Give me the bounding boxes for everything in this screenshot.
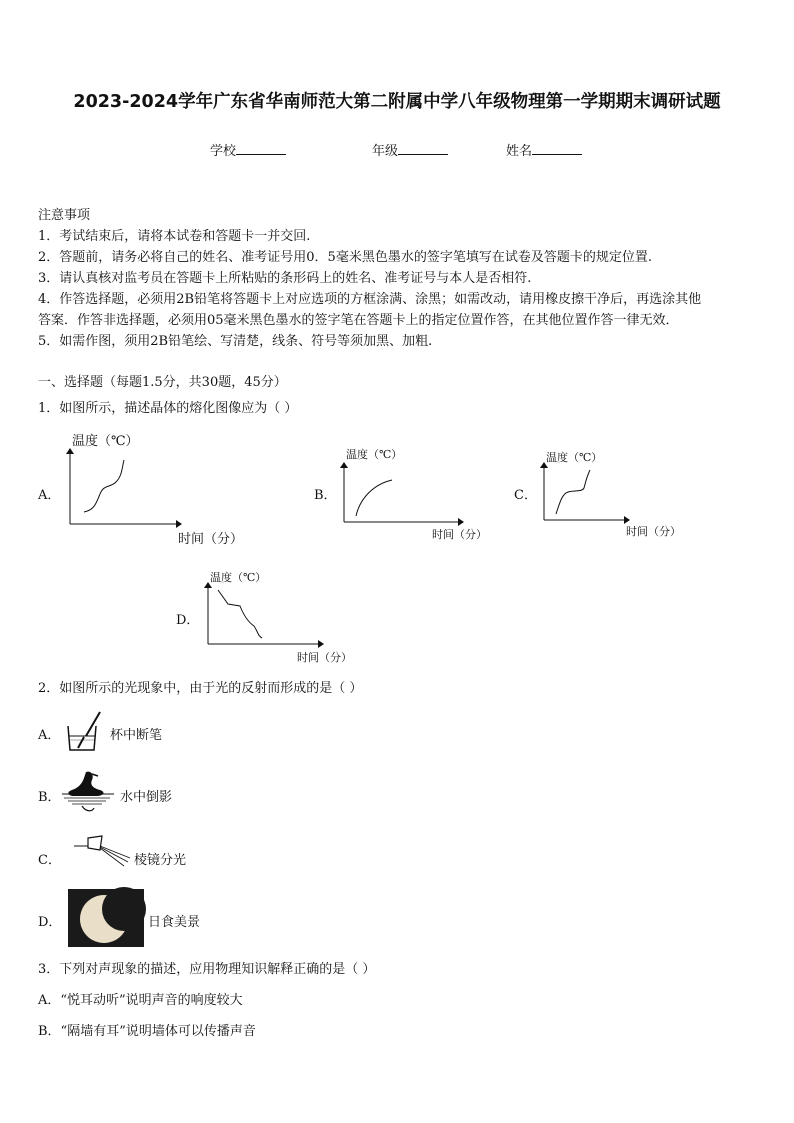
graph-a	[60, 448, 190, 528]
note-item: 2．答题前，请务必将自己的姓名、准考证号用0．5毫米黑色墨水的签字笔填写在试卷及答题卡的规定位置.	[38, 250, 652, 265]
solar-eclipse-photo	[68, 889, 144, 947]
q2-option-d-letter[interactable]: D．	[38, 915, 62, 930]
q2-option-b-text: 水中倒影	[120, 790, 173, 805]
graph-a-x-label: 时间（分）	[178, 532, 244, 547]
note-item: 答案．作答非选择题，必须用05毫米黑色墨水的签字笔在答题卡上的指定位置作答，在其他位置作答一律无效．	[38, 313, 679, 328]
graph-d-y-label: 温度（℃）	[210, 571, 267, 584]
note-item: 5．如需作图，须用2B铅笔绘、写清楚，线条、符号等须加黑、加粗.	[38, 334, 433, 349]
graph-d	[198, 582, 338, 648]
section-heading: 一、选择题（每题1.5分，共30题，45分）	[38, 375, 287, 390]
name-label: 姓名	[506, 144, 533, 159]
q3-option-a[interactable]: A．“悦耳动听”说明声音的响度较大	[38, 993, 243, 1008]
q2-option-a-letter[interactable]: A．	[38, 728, 61, 743]
q3-option-b[interactable]: B．“隔墙有耳”说明墙体可以传播声音	[38, 1024, 256, 1039]
graph-c-y-label: 温度（℃）	[546, 451, 603, 464]
name-field[interactable]	[506, 140, 582, 159]
q2-option-a-text: 杯中断笔	[110, 728, 163, 743]
note-item: 4．作答选择题，必须用2B铅笔将答题卡上对应选项的方框涂满、涂黑；如需改动，请用橡皮擦干净后，再选涂其他	[38, 292, 702, 307]
q1-option-b-letter[interactable]: B．	[314, 488, 337, 503]
q2-option-c-text: 棱镜分光	[134, 853, 187, 868]
grade-label: 年级	[372, 144, 399, 159]
graph-c	[534, 462, 674, 526]
school-blank[interactable]	[236, 142, 286, 155]
notes-heading: 注意事项	[38, 208, 91, 223]
name-blank[interactable]	[532, 142, 582, 155]
graph-a-y-label: 温度（℃）	[72, 434, 139, 449]
graph-b-x-label: 时间（分）	[432, 528, 487, 541]
grade-field[interactable]	[372, 140, 448, 159]
graph-d-x-label: 时间（分）	[297, 651, 352, 664]
note-item: 1．考试结束后，请将本试卷和答题卡一并交回.	[38, 229, 311, 244]
q1-option-a-letter[interactable]: A．	[38, 488, 61, 503]
school-field[interactable]	[210, 140, 286, 159]
question-3-stem: 3．下列对声现象的描述，应用物理知识解释正确的是（ ）	[38, 962, 376, 977]
glass-pencil-icon	[64, 710, 104, 754]
note-item: 3．请认真核对监考员在答题卡上所粘贴的条形码上的姓名、准考证号与本人是否相符.	[38, 271, 532, 286]
graph-c-x-label: 时间（分）	[626, 525, 681, 538]
page-title: 2023-2024学年广东省华南师范大第二附属中学八年级物理第一学期期末调研试题	[73, 92, 721, 112]
school-label: 学校	[210, 144, 237, 159]
q1-option-d-letter[interactable]: D．	[176, 613, 200, 628]
grade-blank[interactable]	[398, 142, 448, 155]
q2-option-d-text: 日食美景	[148, 915, 201, 930]
q1-option-c-letter[interactable]: C．	[514, 488, 537, 503]
q2-option-b-letter[interactable]: B．	[38, 790, 61, 805]
prism-light-icon	[74, 832, 134, 872]
q2-option-c-letter[interactable]: C．	[38, 853, 61, 868]
graph-b-y-label: 温度（℃）	[346, 448, 403, 461]
question-2-stem: 2．如图所示的光现象中，由于光的反射而形成的是（ ）	[38, 681, 363, 696]
question-1-stem: 1．如图所示，描述晶体的熔化图像应为（ ）	[38, 401, 298, 416]
graph-b	[334, 462, 474, 526]
duck-reflection-icon	[60, 768, 116, 814]
